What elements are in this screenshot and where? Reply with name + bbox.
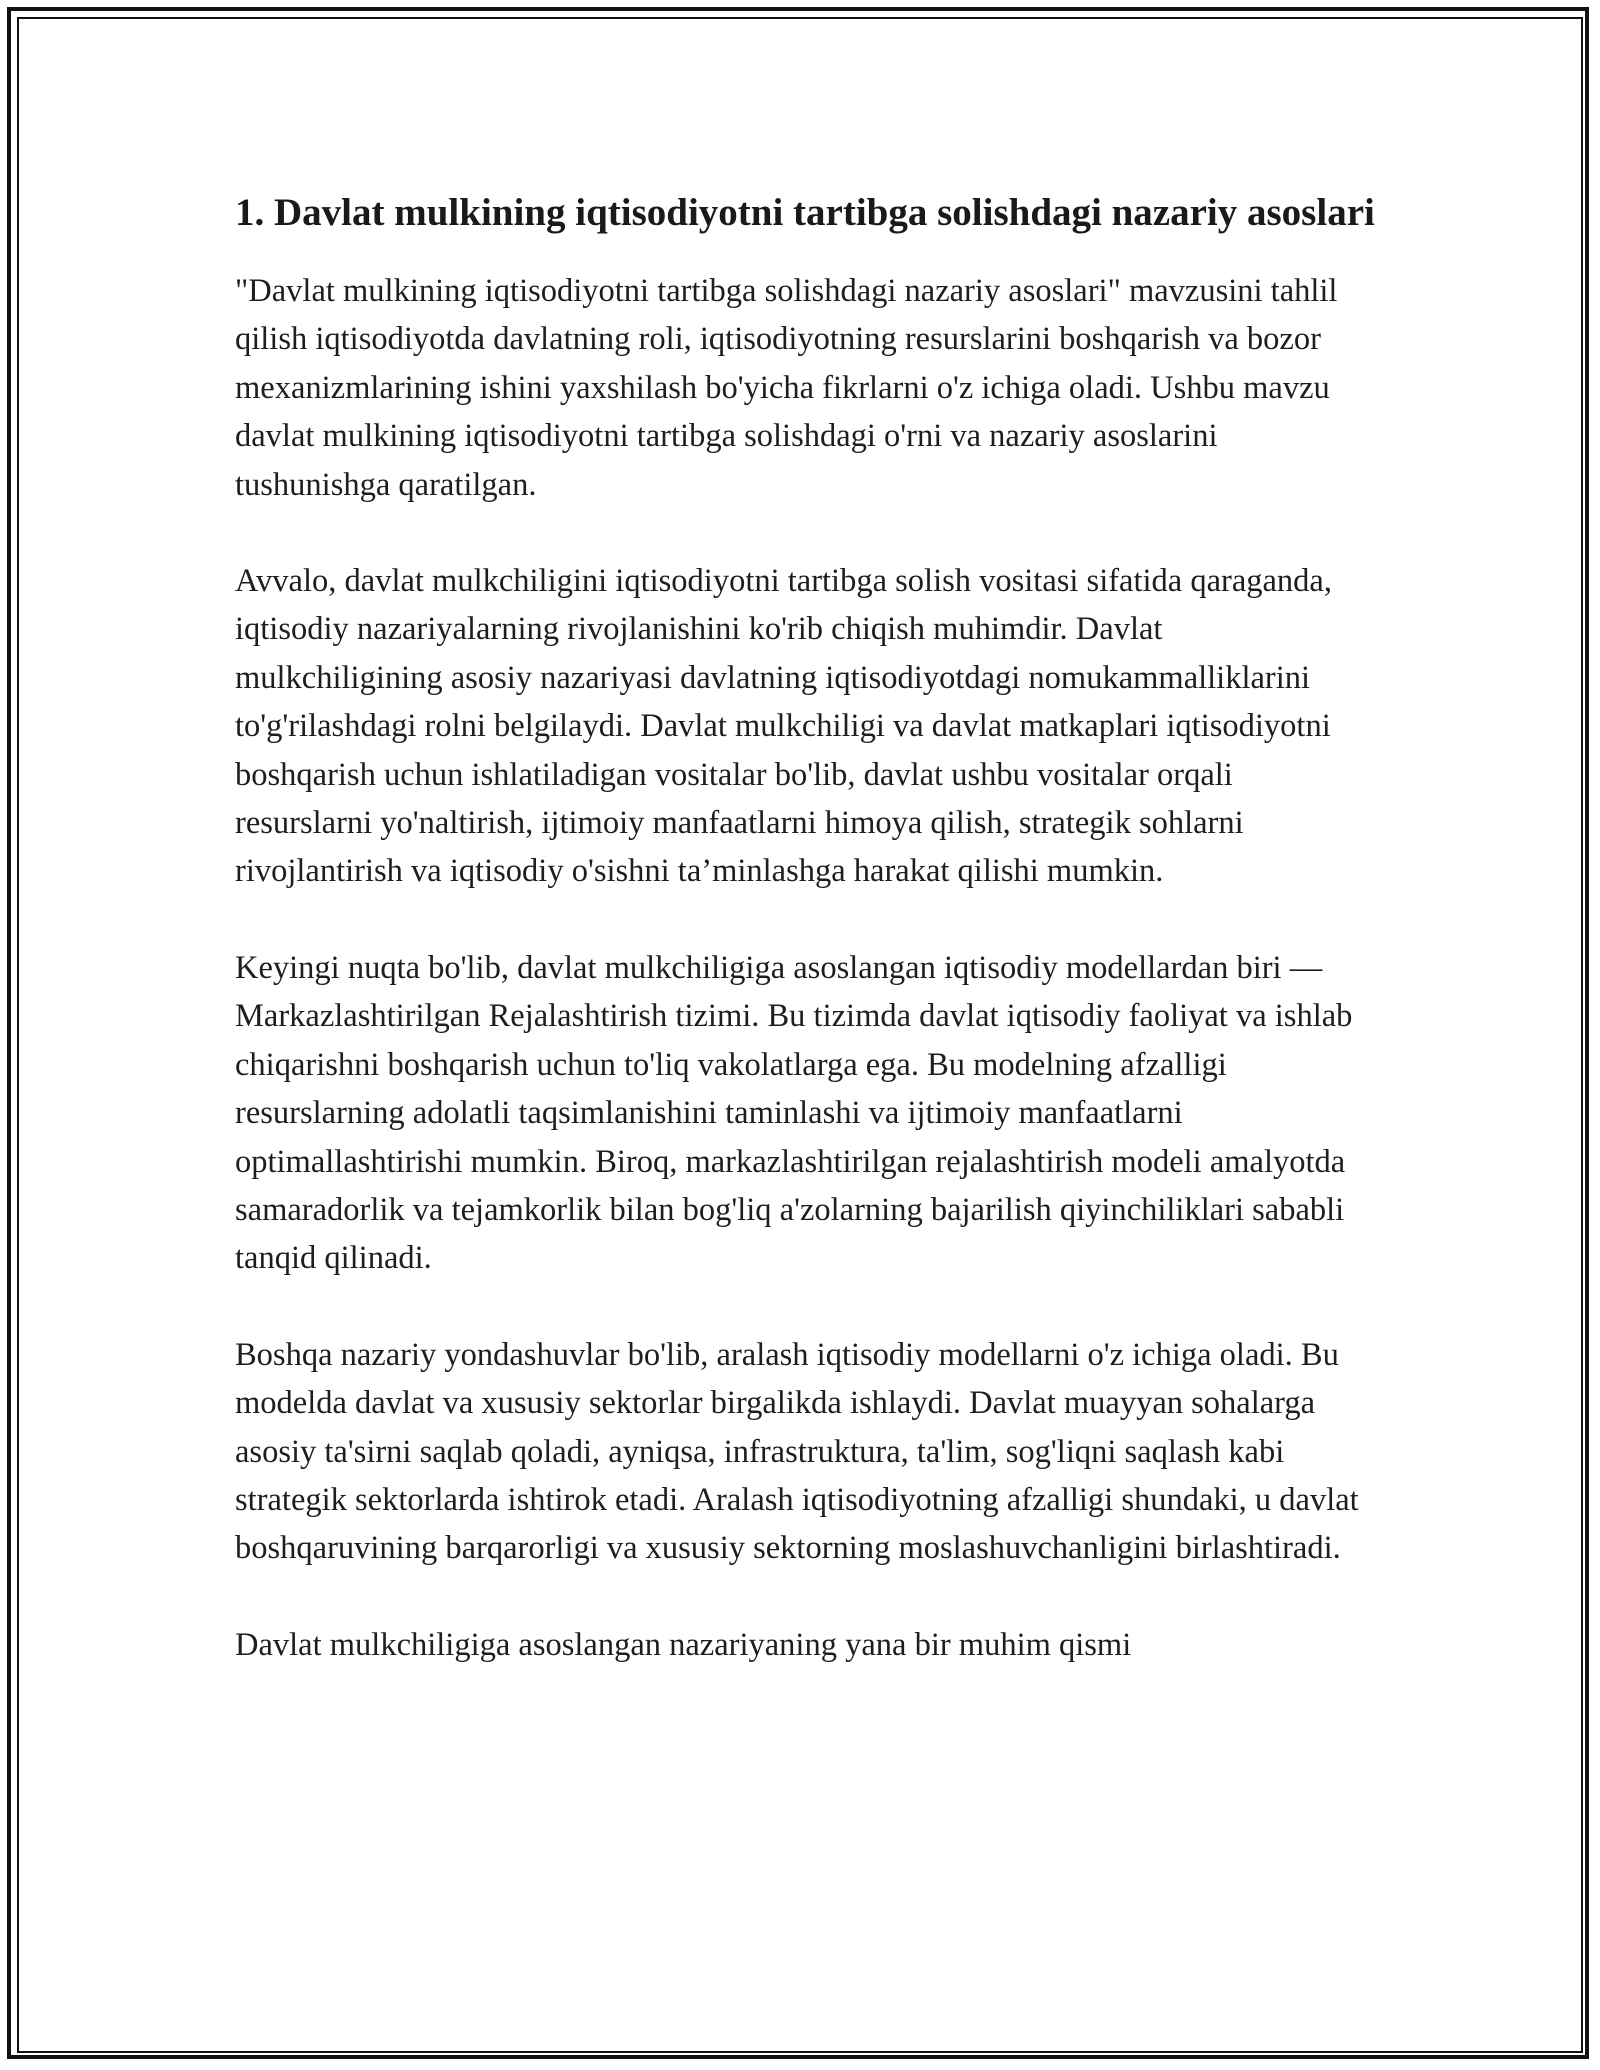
- document-content: [235, 185, 1375, 1669]
- document-body: [235, 267, 1375, 1669]
- section-heading: 1. Davlat mulkining iqtisodiyotni tartibga solishdagi nazariy asoslari: [235, 191, 1375, 234]
- paragraph-4: Boshqa nazariy yondashuvlar bo'lib, aralash iqtisodiy modellarni o'z ichiga oladi. Bu modelda davlat va xususiy sektorlar birgalikda ishlaydi. Davlat muayyan sohalarga asosiy ta'sirni saqlab qoladi, ayniqsa, infrastruktura, ta'lim, sog'liqni saqlash kabi strategik sektorlarda ishtirok etadi. Aralash iqtisodiyotning afzalligi shundaki, u davlat boshqaruvining barqarorligi va xususiy sektorning moslashuvchanligini birlashtiradi.: [235, 1336, 1359, 1567]
- paragraph-1: "Davlat mulkining iqtisodiyotni tartibga solishdagi nazariy asoslari" mavzusini tahlil qilish iqtisodiyotda davlatning roli, iqtisodiyotning resurslarini boshqarish va bozor mexanizmlarining ishini yaxshilash bo'yicha fikrlarni o'z ichiga oladi. Ushbu mavzu davlat mulkining iqtisodiyotni tartibga solishdagi o'rni va nazariy asoslarini tushunishga qaratilgan.: [235, 273, 1338, 503]
- paragraph-2: Avvalo, davlat mulkchiligini iqtisodiyotni tartibga solish vositasi sifatida qaraganda, iqtisodiy nazariyalarning rivojlanishini ko'rib chiqish muhimdir. Davlat mulkchiligining asosiy nazariyasi davlatning iqtisodiyotdagi nomukammalliklarini to'g'rilashdagi rolni belgilaydi. Davlat mulkchiligi va davlat matkaplari iqtisodiyotni boshqarish uchun ishlatiladigan vositalar bo'lib, davlat ushbu vositalar orqali resurslarni yo'naltirish, ijtimoiy manfaatlarni himoya qilish, strategik sohlarni rivojlantirish va iqtisodiy o'sishni ta’minlashga harakat qilishi mumkin.: [235, 563, 1332, 890]
- paragraph-5: Davlat mulkchiligiga asoslangan nazariyaning yana bir muhim qismi: [235, 1626, 1132, 1663]
- paragraph-3: Keyingi nuqta bo'lib, davlat mulkchiligiga asoslangan iqtisodiy modellardan biri — Markazlashtirilgan Rejalashtirish tizimi. Bu tizimda davlat iqtisodiy faoliyat va ishlab chiqarishni boshqarish uchun to'liq vakolatlarga ega. Bu modelning afzalligi resurslarning adolatli taqsimlanishini taminlashi va ijtimoiy manfaatlarni optimallashtirishi mumkin. Biroq, markazlashtirilgan rejalashtirish modeli amalyotda samaradorlik va tejamkorlik bilan bog'liq a'zolarning bajarilish qiyinchiliklari sababli tanqid qilinadi.: [235, 949, 1353, 1277]
